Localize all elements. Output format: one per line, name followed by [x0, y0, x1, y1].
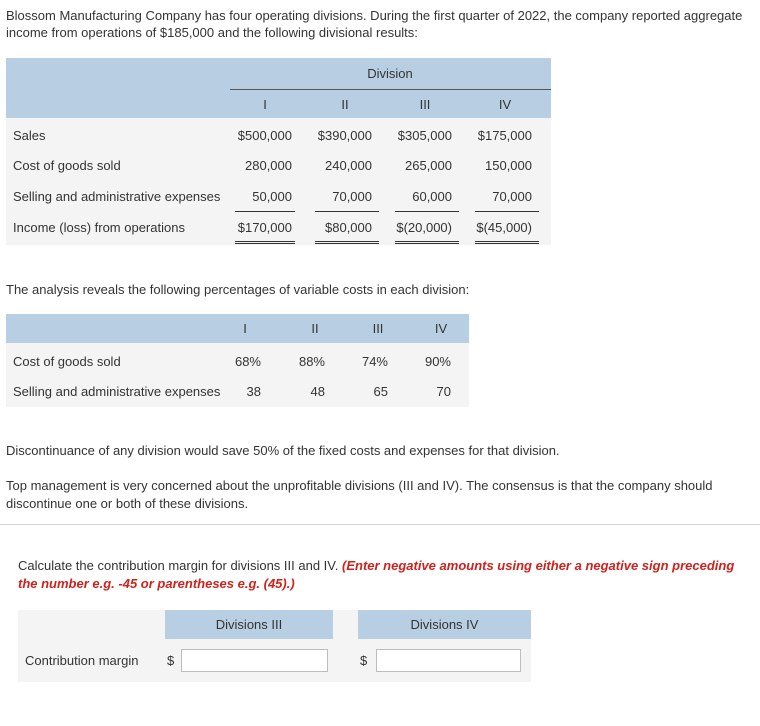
cell-cogs-ii: 240,000	[325, 158, 372, 173]
col-header-i: I	[263, 97, 267, 112]
cell2-sa-iii: 65	[373, 384, 388, 399]
col-header-iv: IV	[498, 97, 512, 112]
cell-cogs-iii: 265,000	[405, 158, 452, 173]
cell-sa-ii: 70,000	[332, 189, 372, 204]
row2-label-selling-admin: Selling and administrative expenses	[13, 384, 221, 399]
contribution-margin-answer-table	[18, 610, 531, 682]
cell2-cogs-iv: 90%	[424, 354, 451, 369]
answer-header-division-iii: Divisions III	[215, 617, 283, 632]
cell-sales-iv: $175,000	[477, 128, 532, 143]
col2-header-iii: III	[372, 321, 384, 336]
cell-income-iii: $(20,000)	[396, 220, 452, 235]
contribution-margin-input-iv[interactable]	[376, 649, 521, 672]
cell-sales-iii: $305,000	[397, 128, 452, 143]
answer-header-division-iv: Divisions IV	[410, 617, 479, 632]
cell2-cogs-iii: 74%	[361, 354, 388, 369]
col2-header-ii: II	[311, 321, 319, 336]
contribution-margin-input-iii[interactable]	[181, 649, 328, 672]
cell-cogs-i: 280,000	[245, 158, 292, 173]
col-header-iii: III	[419, 97, 431, 112]
row-label-cogs: Cost of goods sold	[13, 158, 121, 173]
col2-header-iv: IV	[434, 321, 448, 336]
row-label-sales: Sales	[13, 128, 46, 143]
cell-income-iv: $(45,000)	[476, 220, 532, 235]
col2-header-i: I	[243, 321, 247, 336]
cell-income-i: $170,000	[237, 220, 292, 235]
row2-label-cogs: Cost of goods sold	[13, 354, 121, 369]
cell2-cogs-i: 68%	[234, 354, 261, 369]
cell-income-ii: $80,000	[325, 220, 372, 235]
currency-symbol-iv: $	[360, 653, 368, 668]
question-instruction: (Enter negative amounts using either a negative sign preceding the number e.g. -45 or parentheses e.g. (45).)	[18, 558, 735, 591]
row-label-selling-admin: Selling and administrative expenses	[13, 189, 221, 204]
cell-sales-i: $500,000	[237, 128, 292, 143]
management-text: Top management is very concerned about the unprofitable divisions (III and IV). The consensus is that the company should discontinue one or both of these divisions.	[6, 478, 713, 511]
section-divider	[0, 524, 760, 525]
cell-sa-i: 50,000	[252, 189, 292, 204]
cell-sales-ii: $390,000	[317, 128, 372, 143]
cell2-sa-ii: 48	[310, 384, 325, 399]
cell-cogs-iv: 150,000	[485, 158, 532, 173]
cell2-cogs-ii: 88%	[298, 354, 325, 369]
question-prompt: Calculate the contribution margin for divisions III and IV.	[18, 558, 339, 573]
cell-sa-iv: 70,000	[492, 189, 532, 204]
contribution-margin-label: Contribution margin	[25, 653, 139, 668]
discontinuance-text: Discontinuance of any division would save 50% of the fixed costs and expenses for that division.	[6, 443, 560, 458]
analysis-text: The analysis reveals the following percentages of variable costs in each division:	[6, 282, 470, 297]
currency-symbol-iii: $	[167, 653, 175, 668]
intro-paragraph: Blossom Manufacturing Company has four operating divisions. During the first quarter of 2022, the company reported aggregate income from operations of $185,000 and the following divisional results:	[6, 8, 743, 40]
divisional-results-table	[6, 58, 551, 245]
col-header-ii: II	[341, 97, 349, 112]
cell2-sa-iv: 70	[436, 384, 451, 399]
cell2-sa-i: 38	[246, 384, 261, 399]
question-text	[18, 557, 738, 593]
variable-cost-percentages-table	[6, 314, 469, 407]
cell-sa-iii: 60,000	[412, 189, 452, 204]
row-label-income: Income (loss) from operations	[13, 220, 185, 235]
division-group-header: Division	[367, 66, 413, 81]
